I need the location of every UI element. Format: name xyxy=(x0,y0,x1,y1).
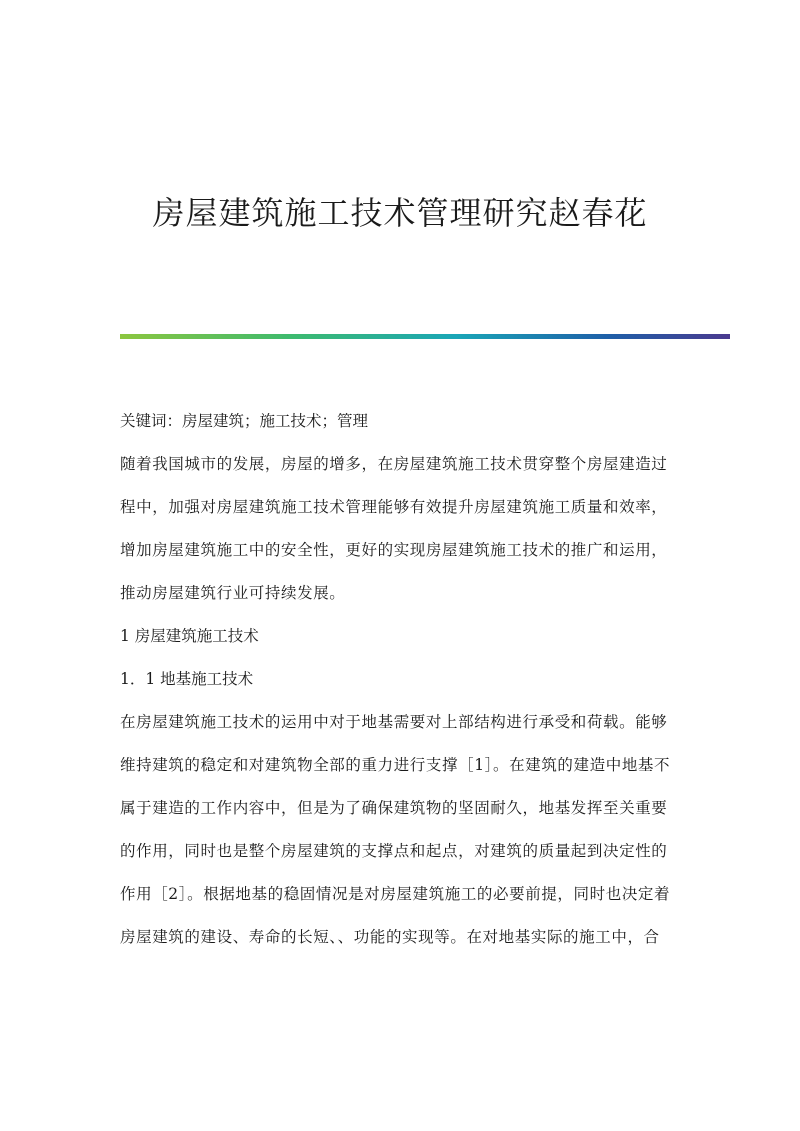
document-title: 房屋建筑施工技术管理研究赵春花 xyxy=(152,194,648,232)
paragraph-line: 随着我国城市的发展，房屋的增多，在房屋建筑施工技术贯穿整个房屋建造过 xyxy=(120,455,668,473)
paragraph-line: 作用［2］。根据地基的稳固情况是对房屋建筑施工的必要前提，同时也决定着 xyxy=(120,885,671,903)
paragraph-line: 属于建造的工作内容中，但是为了确保建筑物的坚固耐久，地基发挥至关重要 xyxy=(120,799,668,817)
paragraph-line: 增加房屋建筑施工中的安全性，更好的实现房屋建筑施工技术的推广和运用， xyxy=(120,541,668,559)
paragraph-line: 的作用，同时也是整个房屋建筑的支撑点和起点，对建筑的质量起到决定性的 xyxy=(120,842,668,860)
intro-paragraph xyxy=(120,443,680,615)
title-divider xyxy=(120,334,730,339)
paragraph-line: 在房屋建筑施工技术的运用中对于地基需要对上部结构进行承受和荷载。能够 xyxy=(120,713,668,731)
section-heading: 1 房屋建筑施工技术 xyxy=(120,627,259,645)
paragraph-line: 房屋建筑的建设、寿命的长短、、功能的实现等。在对地基实际的施工中，合 xyxy=(120,928,660,946)
document-body xyxy=(120,400,680,959)
paragraph-line: 程中，加强对房屋建筑施工技术管理能够有效提升房屋建筑施工质量和效率， xyxy=(120,498,668,516)
subsection-heading: 1．1 地基施工技术 xyxy=(120,670,254,688)
paragraph-line: 维持建筑的稳定和对建筑物全部的重力进行支撑［1］。在建筑的建造中地基不 xyxy=(120,756,671,774)
keywords: 关键词：房屋建筑；施工技术；管理 xyxy=(120,412,369,430)
paragraph-line: 推动房屋建筑行业可持续发展。 xyxy=(120,584,346,602)
body-paragraph xyxy=(120,701,680,959)
